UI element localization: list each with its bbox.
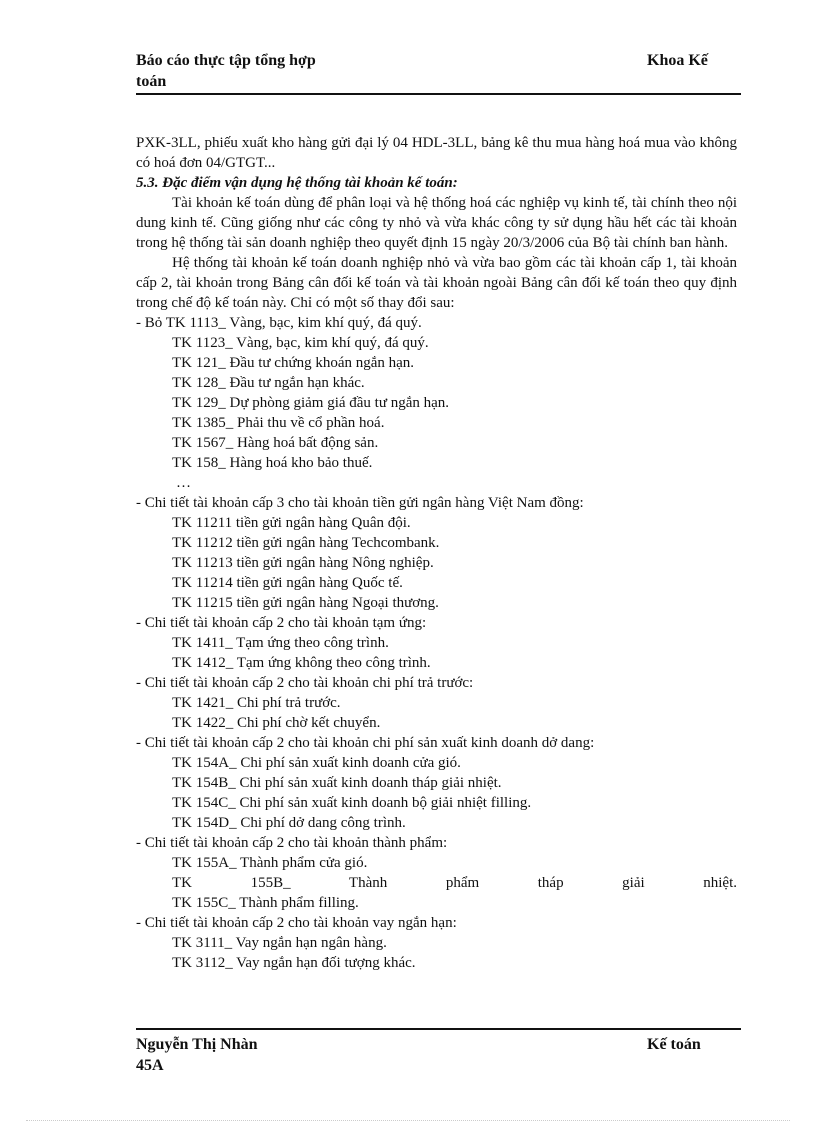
group-title-bank-deposits: - Chi tiết tài khoản cấp 3 cho tài khoản tiền gửi ngân hàng Việt Nam đồng: [136, 495, 584, 511]
list-item: TK 11214 tiền gửi ngân hàng Quốc tế. [172, 575, 403, 591]
paragraph-accounts-purpose: Tài khoản kế toán dùng để phân loại và hệ thống hoá các nghiệp vụ kinh tế, tài chính theo nội dung kinh tế. Cũng giống như các công ty nhỏ và vừa khác công ty sử dụng hầu hết các tài khoản trong hệ thống tài sản doanh nghiệp theo quyết định 15 ngày 20/3/2006 của Bộ tài chính ban hành. [136, 195, 737, 251]
header-title-line2: toán [136, 73, 167, 90]
group-title-short-term-loans: - Chi tiết tài khoản cấp 2 cho tài khoản vay ngắn hạn: [136, 915, 457, 931]
group-title-wip: - Chi tiết tài khoản cấp 2 cho tài khoản chi phí sản xuất kinh doanh dở dang: [136, 735, 595, 751]
list-item: TK 121_ Đầu tư chứng khoán ngắn hạn. [172, 355, 415, 371]
list-item: TK 128_ Đầu tư ngắn hạn khác. [172, 375, 365, 391]
list-item: TK 1567_ Hàng hoá bất động sản. [172, 435, 379, 451]
paragraph-accounts-system: Hệ thống tài khoản kế toán doanh nghiệp nhỏ và vừa bao gồm các tài khoản cấp 1, tài khoản cấp 2, tài khoản trong Bảng cân đối kế toán và tài khoản ngoài Bảng cân đối kế toán theo quy định trong chế độ kế toán này. Chỉ có một số thay đổi sau: [136, 255, 737, 311]
list-item: TK 158_ Hàng hoá kho bảo thuế. [172, 455, 373, 471]
group-title-finished-goods: - Chi tiết tài khoản cấp 2 cho tài khoản thành phẩm: [136, 835, 448, 851]
footer-author-name: Nguyễn Thị Nhàn [136, 1036, 258, 1053]
header-rule [136, 93, 741, 95]
list-item: TK 155C_ Thành phẩm filling. [172, 895, 359, 911]
footer-class: 45A [136, 1057, 164, 1074]
list-item: TK 1385_ Phải thu về cổ phần hoá. [172, 415, 385, 431]
list-item: TK 1422_ Chi phí chờ kết chuyển. [172, 715, 381, 731]
list-item: TK 1411_ Tạm ứng theo công trình. [172, 635, 389, 651]
list-item: TK 11211 tiền gửi ngân hàng Quân đội. [172, 515, 411, 531]
list-item: TK 154A_ Chi phí sản xuất kinh doanh cửa gió. [172, 755, 461, 771]
list-item: TK 154D_ Chi phí dở dang công trình. [172, 815, 406, 831]
footer-department: Kế toán [647, 1036, 701, 1053]
header-department: Khoa Kế [647, 52, 708, 69]
list-item: TK 129_ Dự phòng giảm giá đầu tư ngắn hạn. [172, 395, 450, 411]
list-item: TK 11212 tiền gửi ngân hàng Techcombank. [172, 535, 440, 551]
paragraph-continuation: PXK-3LL, phiếu xuất kho hàng gửi đại lý 04 HDL-3LL, bảng kê thu mua hàng hoá mua vào không có hoá đơn 04/GTGT... [136, 135, 737, 171]
list-item: TK 154B_ Chi phí sản xuất kinh doanh tháp giải nhiệt. [172, 775, 502, 791]
section-heading: 5.3. Đặc điểm vận dụng hệ thống tài khoản kế toán: [136, 175, 458, 191]
list-item: TK 154C_ Chi phí sản xuất kinh doanh bộ giải nhiệt filling. [172, 795, 532, 811]
list-item: TK 11213 tiền gửi ngân hàng Nông nghiệp. [172, 555, 434, 571]
document-body [136, 133, 737, 973]
list-item: TK 1123_ Vàng, bạc, kim khí quý, đá quý. [172, 335, 429, 351]
group-title-prepaid: - Chi tiết tài khoản cấp 2 cho tài khoản chi phí trả trước: [136, 675, 474, 691]
list-item: TK 3112_ Vay ngắn hạn đối tượng khác. [172, 955, 416, 971]
list-item: TK 155B_ Thành phẩm tháp giải nhiệt. [172, 875, 737, 891]
list-ellipsis: … [176, 475, 191, 491]
list-item: TK 155A_ Thành phẩm cửa gió. [172, 855, 368, 871]
footer-rule [136, 1028, 741, 1030]
page-bottom-border [26, 1120, 790, 1121]
list-item: TK 1421_ Chi phí trả trước. [172, 695, 341, 711]
header-title-line1: Báo cáo thực tập tổng hợp [136, 52, 316, 69]
group-title-advances: - Chi tiết tài khoản cấp 2 cho tài khoản tạm ứng: [136, 615, 427, 631]
list-item: TK 3111_ Vay ngắn hạn ngân hàng. [172, 935, 387, 951]
list-item: TK 1412_ Tạm ứng không theo công trình. [172, 655, 431, 671]
list-item: TK 11215 tiền gửi ngân hàng Ngoại thương. [172, 595, 439, 611]
removed-accounts-title: - Bỏ TK 1113_ Vàng, bạc, kim khí quý, đá quý. [136, 315, 422, 331]
